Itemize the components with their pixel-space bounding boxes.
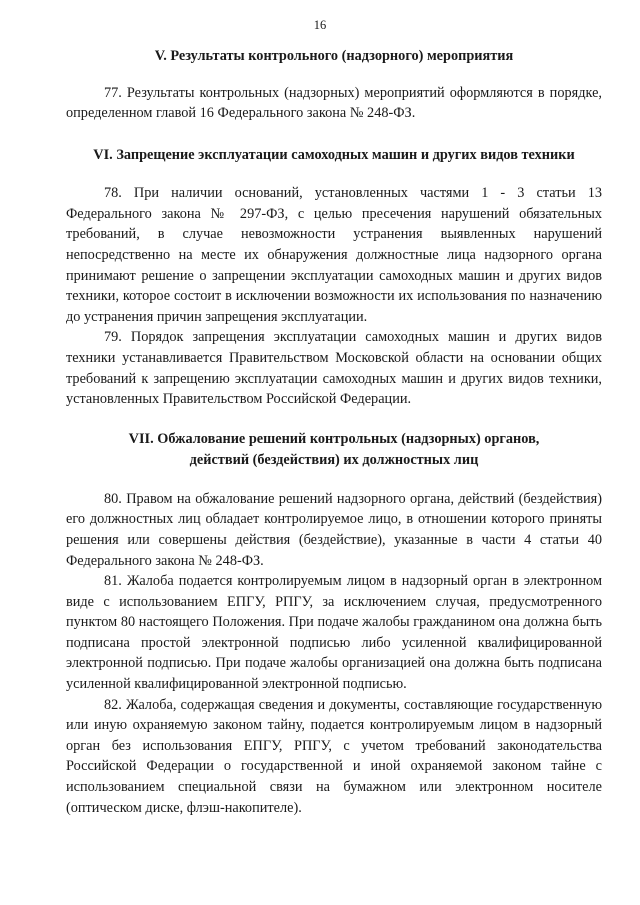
paragraph-82: 82. Жалоба, содержащая сведения и документы, составляющие государственную или иную охраняемую законом тайну, подается контролируемым лицом в надзорный орган без использования ЕПГУ, РПГУ, с учетом требований законодательства Российской Федерации о государственной и иной охраняемой законом тайне с использованием специальной связи на бумажном или электронном носителе (оптическом диске, флэш-накопителе). bbox=[66, 696, 602, 816]
paragraph-79: 79. Порядок запрещения эксплуатации самоходных машин и других видов техники устанавливается Правительством Московской области на основании общих требований к запрещению эксплуатации самоходных машин и других видов техники, установленных Правительством Российской Федерации. bbox=[66, 329, 602, 408]
page-number: 16 bbox=[313, 18, 327, 32]
section-7-heading-line-1: VII. Обжалование решений контрольных (надзорных) органов, bbox=[128, 430, 540, 447]
section-7-heading-line-2: действий (бездействия) их должностных лиц bbox=[189, 452, 479, 469]
paragraph-81: 81. Жалоба подается контролируемым лицом в надзорный орган в электронном виде с использованием ЕПГУ, РПГУ, за исключением случая, предусмотренного пунктом 80 настоящего Положения. При подаче жалобы гражданином она должна быть подписана простой электронной подписью либо усиленной квалифицированной электронной подписью. При подаче жалобы организацией она должна быть подписана усиленной квалифицированной электронной подписью. bbox=[66, 573, 602, 693]
paragraph-80: 80. Правом на обжалование решений надзорного органа, действий (бездействия) его должностных лиц обладает контролируемое лицо, в отношении которого приняты решения или совершены действия (бездействие), указанные в части 4 статьи 40 Федерального закона № 248-ФЗ. bbox=[66, 490, 602, 569]
section-5-heading: V. Результаты контрольного (надзорного) мероприятия bbox=[154, 48, 514, 64]
paragraph-77: 77. Результаты контрольных (надзорных) мероприятий оформляются в порядке, определенном главой 16 Федерального закона № 248-ФЗ. bbox=[66, 84, 602, 122]
page-content bbox=[66, 38, 602, 818]
paragraph-78: 78. При наличии оснований, установленных частями 1 - 3 статьи 13 Федерального закона № 297-ФЗ, с целью пресечения нарушений обязательных требований, в случае невозможности устранения выявленных нарушений непосредственно на месте их обнаружения должностные лица надзорного органа принимают решение о запрещении эксплуатации самоходных машин и других видов техники, которое состоит в исключении возможности их использования по назначению до устранения причин запрещения эксплуатации. bbox=[66, 185, 602, 325]
section-6-heading: VI. Запрещение эксплуатации самоходных машин и других видов техники bbox=[93, 146, 575, 163]
section-7-heading bbox=[66, 429, 602, 472]
